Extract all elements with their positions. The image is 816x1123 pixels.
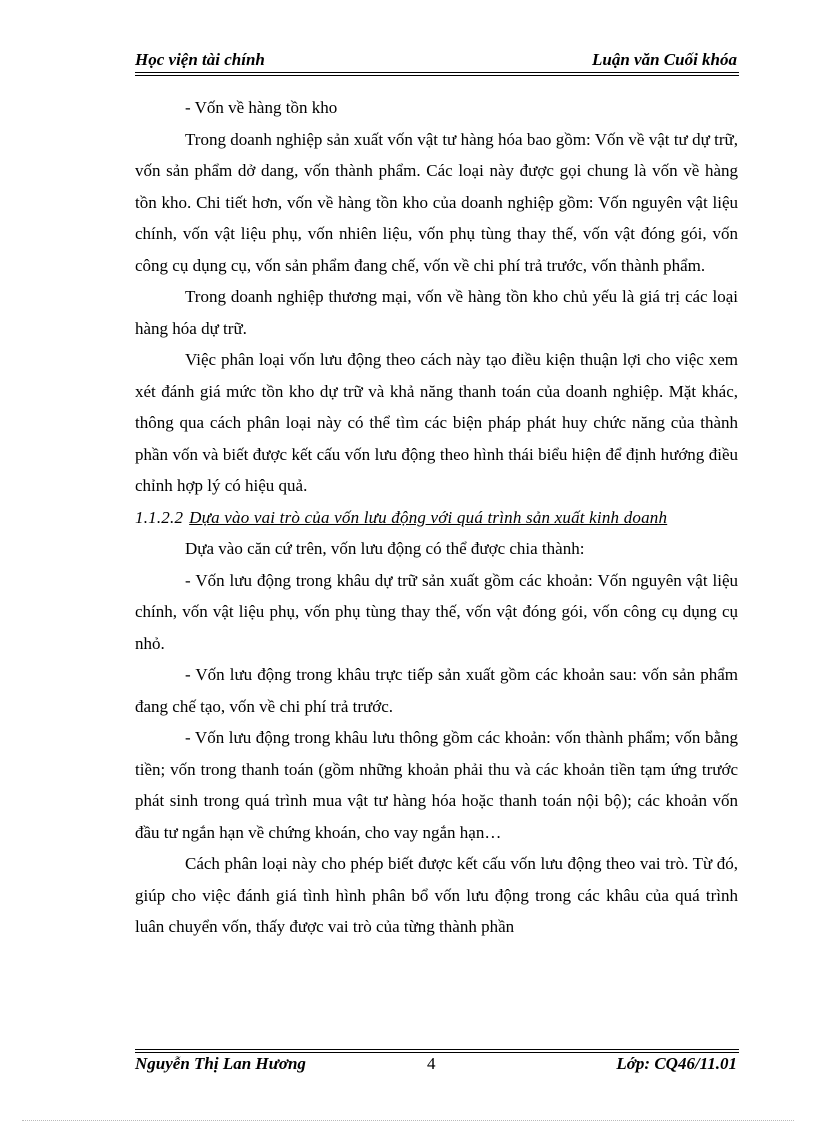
footer-class: Lớp: CQ46/11.01 [616, 1054, 737, 1073]
section-title: Dựa vào vai trò của vốn lưu động với quá trình sản xuất kinh doanh [189, 507, 668, 527]
paragraph: Việc phân loại vốn lưu động theo cách này tạo điều kiện thuận lợi cho việc xem xét đánh giá mức tồn kho dự trữ và khả năng thanh toán của doanh nghiệp. Mặt khác, thông qua cách phân loại này có thể tìm các biện pháp phát huy chức năng của thành phần vốn và biết được kết cấu vốn lưu động theo hình thái biểu hiện để định hướng điều chỉnh hợp lý có hiệu quả. [135, 350, 738, 495]
section-number: 1.1.2.2 [135, 507, 184, 527]
list-item: - Vốn lưu động trong khâu lưu thông gồm các khoản: vốn thành phẩm; vốn bằng tiền; vốn trong thanh toán (gồm những khoản phải thu và các khoản tiền tạm ứng trước phát sinh trong quá trình mua vật tư hàng hóa hoặc thanh toán nội bộ); các khoản vốn đầu tư ngắn hạn về chứng khoán, cho vay ngắn hạn… [135, 728, 738, 842]
footer-author: Nguyễn Thị Lan Hương [135, 1054, 306, 1073]
header-document-type: Luận văn Cuối khóa [591, 50, 737, 69]
footer-rule [135, 1052, 739, 1053]
section-heading [135, 502, 738, 534]
footer-rule-thin [135, 1049, 739, 1050]
list-item: - Vốn lưu động trong khâu dự trữ sản xuất gồm các khoản: Vốn nguyên vật liệu chính, vốn vật liệu phụ, vốn phụ tùng thay thế, vốn vật đóng gói, vốn công cụ dụng cụ nhỏ. [135, 570, 738, 653]
paragraph: Cách phân loại này cho phép biết được kết cấu vốn lưu động theo vai trò. Từ đó, giúp cho việc đánh giá tình hình phân bổ vốn lưu động trong các khâu của quá trình luân chuyển vốn, thấy được vai trò của từng thành phần [135, 854, 738, 936]
header-rule [135, 72, 739, 73]
paragraph: Trong doanh nghiệp sản xuất vốn vật tư hàng hóa bao gồm: Vốn về vật tư dự trữ, vốn sản phẩm dở dang, vốn thành phẩm. Các loại này được gọi chung là vốn về hàng tồn kho. Chi tiết hơn, vốn về hàng tồn kho của doanh nghiệp gồm: Vốn nguyên vật liệu chính, vốn vật liệu phụ, vốn nhiên liệu, vốn phụ tùng thay thế, vốn vật đóng gói, vốn công cụ dụng cụ, vốn sản phẩm đang chế, vốn về chi phí trả trước, vốn thành phẩm. [135, 129, 738, 275]
header-institution: Học viện tài chính [135, 50, 265, 69]
page-number: 4 [427, 1054, 436, 1073]
page-body [135, 92, 738, 943]
paragraph: Dựa vào căn cứ trên, vốn lưu động có thể được chia thành: [185, 539, 585, 558]
page-edge-divider [22, 1120, 794, 1121]
list-item: - Vốn lưu động trong khâu trực tiếp sản xuất gồm các khoản sau: vốn sản phẩm đang chế tạo, vốn về chi phí trả trước. [135, 665, 738, 716]
header-rule-thin [135, 75, 739, 76]
list-item-inventory: - Vốn về hàng tồn kho [185, 98, 338, 117]
page-footer [135, 1054, 737, 1078]
paragraph: Trong doanh nghiệp thương mại, vốn về hàng tồn kho chủ yếu là giá trị các loại hàng hóa dự trữ. [135, 287, 738, 338]
page-header [135, 46, 737, 72]
